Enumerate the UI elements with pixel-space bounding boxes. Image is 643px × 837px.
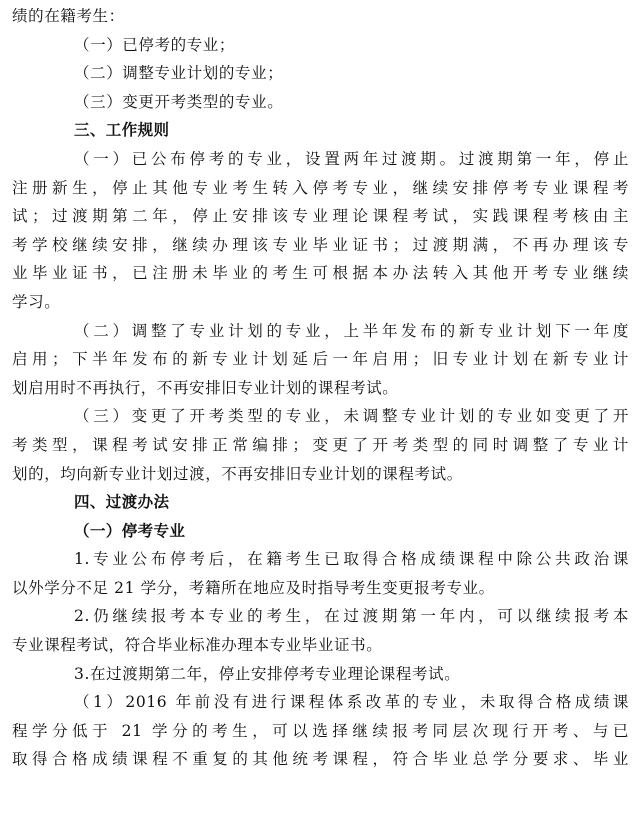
paragraph-line: 考类型，课程考试安排正常编排；变更了开考类型的同时调整了专业计 bbox=[12, 435, 629, 454]
paragraph-line: 业毕业证书，已注册未毕业的考生可根据本办法转入其他开考专业继续 bbox=[12, 264, 629, 283]
list-item: （三）变更开考类型的专业。 bbox=[74, 92, 284, 111]
paragraph-line: 启用；下半年发布的新专业计划延后一年启用；旧专业计划在新专业计 bbox=[12, 350, 629, 369]
paragraph-line: 学习。 bbox=[12, 292, 61, 311]
list-item: （二）调整专业计划的专业； bbox=[74, 64, 284, 83]
paragraph-line: 划的，均向新专业计划过渡，不再安排旧专业计划的课程考试。 bbox=[12, 464, 463, 483]
section-heading: 三、工作规则 bbox=[74, 121, 170, 140]
paragraph-line: （一）已公布停考的专业，设置两年过渡期。过渡期第一年，停止 bbox=[74, 149, 629, 168]
paragraph-line: 取得合格成绩课程不重复的其他统考课程，符合毕业总学分要求、毕业 bbox=[12, 750, 629, 769]
paragraph-line: （1）2016 年前没有进行课程体系改革的专业，未取得合格成绩课 bbox=[74, 693, 629, 712]
paragraph-line: 程学分低于 21 学分的考生，可以选择继续报考同层次现行开考、与已 bbox=[12, 721, 629, 740]
paragraph-line: （二）调整了专业计划的专业，上半年发布的新专业计划下一年度 bbox=[74, 321, 629, 340]
subsection-heading: （一）停考专业 bbox=[74, 521, 186, 540]
paragraph-line: 注册新生，停止其他专业考生转入停考专业，继续安排停考专业课程考 bbox=[12, 178, 629, 197]
paragraph-line: 划启用时不再执行，不再安排旧专业计划的课程考试。 bbox=[12, 378, 399, 397]
section-heading: 四、过渡办法 bbox=[74, 493, 170, 512]
paragraph-line: （三）变更了开考类型的专业，未调整专业计划的专业如变更了开 bbox=[74, 407, 629, 426]
paragraph-line: 2.仍继续报考本专业的考生，在过渡期第一年内，可以继续报考本 bbox=[74, 607, 629, 626]
paragraph-line: 3.在过渡期第二年，停止安排停考专业理论课程考试。 bbox=[74, 664, 461, 683]
list-item: （一）已停考的专业； bbox=[74, 35, 236, 54]
paragraph-line: 试；过渡期第二年，停止安排该专业理论课程考试，实践课程考核由主 bbox=[12, 207, 629, 226]
paragraph-line: 专业课程考试，符合毕业标准办理本专业毕业证书。 bbox=[12, 636, 383, 655]
text-line: 绩的在籍考生： bbox=[12, 7, 125, 25]
paragraph-line: 考学校继续安排，继续办理该专业毕业证书；过渡期满，不再办理该专 bbox=[12, 235, 629, 254]
paragraph-line: 以外学分不足 21 学分，考籍所在地应及时指导考生变更报考专业。 bbox=[12, 578, 495, 597]
paragraph-line: 1.专业公布停考后，在籍考生已取得合格成绩课程中除公共政治课 bbox=[74, 550, 629, 569]
